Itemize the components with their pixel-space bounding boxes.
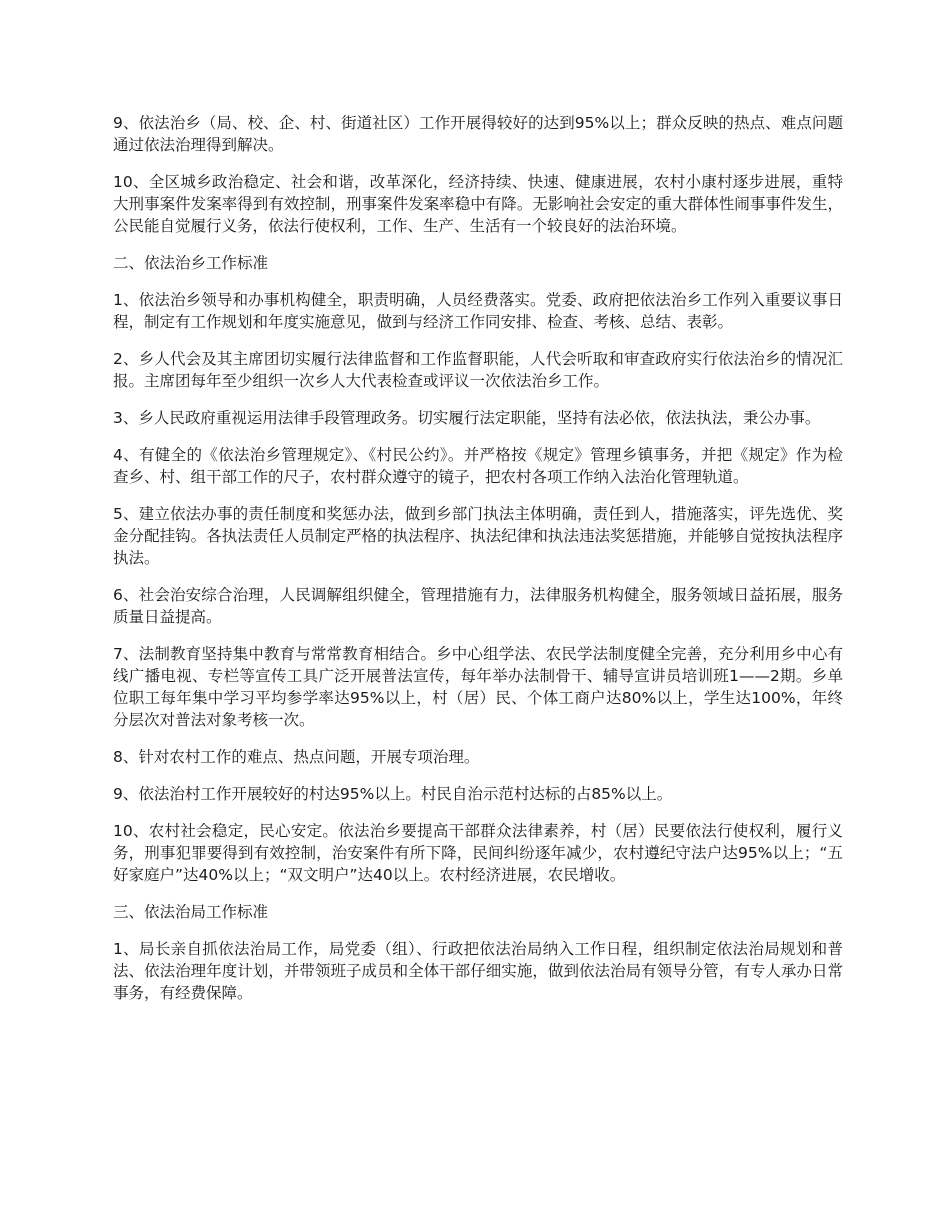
section-heading-3: 三、依法治局工作标准 xyxy=(113,903,269,921)
paragraph-item-9b: 9、依法治村工作开展较好的村达95%以上。村民自治示范村达标的占85%以上。 xyxy=(113,785,673,803)
paragraph-item-1: 1、依法治乡领导和办事机构健全，职责明确，人员经费落实。党委、政府把依法治乡工作列入重要议事日程，制定有工作规划和年度实施意见，做到与经济工作同安排、检查、考核、总结、表彰。 xyxy=(113,291,843,331)
paragraph-item-1b: 1、局长亲自抓依法治局工作，局党委（组）、行政把依法治局纳入工作日程，组织制定依法治局规划和普法、依法治理年度计划，并带领班子成员和全体干部仔细实施，做到依法治局有领导分管，有专人承办日常事务，有经费保障。 xyxy=(113,940,843,1002)
section-heading-2: 二、依法治乡工作标准 xyxy=(113,254,269,272)
document-page xyxy=(113,112,843,1019)
paragraph-item-2: 2、乡人代会及其主席团切实履行法律监督和工作监督职能，人代会听取和审查政府实行依法治乡的情况汇报。主席团每年至少组织一次乡人大代表检查或评议一次依法治乡工作。 xyxy=(113,350,843,390)
paragraph-item-10b: 10、农村社会稳定，民心安定。依法治乡要提高干部群众法律素养，村（居）民要依法行使权利，履行义务，刑事犯罪要得到有效控制，治安案件有所下降，民间纠纷逐年减少，农村遵纪守法户达95%以上；“五好家庭户”达40%以上；“双文明户”达40以上。农村经济进展，农民增收。 xyxy=(113,822,843,884)
paragraph-item-8: 8、针对农村工作的难点、热点问题，开展专项治理。 xyxy=(113,748,480,766)
paragraph-item-6: 6、社会治安综合治理，人民调解组织健全，管理措施有力，法律服务机构健全，服务领域日益拓展，服务质量日益提高。 xyxy=(113,586,843,626)
paragraph-item-5: 5、建立依法办事的责任制度和奖惩办法，做到乡部门执法主体明确，责任到人，措施落实，评先选优、奖金分配挂钩。各执法责任人员制定严格的执法程序、执法纪律和执法违法奖惩措施，并能够自觉按执法程序执法。 xyxy=(113,505,843,567)
paragraph-item-9: 9、依法治乡（局、校、企、村、街道社区）工作开展得较好的达到95%以上；群众反映的热点、难点问题通过依法治理得到解决。 xyxy=(113,114,843,154)
paragraph-item-4: 4、有健全的《依法治乡管理规定》、《村民公约》。并严格按《规定》管理乡镇事务，并把《规定》作为检查乡、村、组干部工作的尺子，农村群众遵守的镜子，把农村各项工作纳入法治化管理轨道。 xyxy=(113,446,843,486)
paragraph-item-3: 3、乡人民政府重视运用法律手段管理政务。切实履行法定职能，坚持有法必依，依法执法，秉公办事。 xyxy=(113,409,821,427)
paragraph-item-7: 7、法制教育坚持集中教育与常常教育相结合。乡中心组学法、农民学法制度健全完善，充分利用乡中心有线广播电视、专栏等宣传工具广泛开展普法宣传，每年举办法制骨干、辅导宣讲员培训班1——2期。乡单位职工每年集中学习平均参学率达95%以上，村（居）民、个体工商户达80%以上，学生达100%，年终分层次对普法对象考核一次。 xyxy=(113,645,843,729)
paragraph-item-10: 10、全区城乡政治稳定、社会和谐，改革深化，经济持续、快速、健康进展，农村小康村逐步进展，重特大刑事案件发案率得到有效控制，刑事案件发案率稳中有降。无影响社会安定的重大群体性闹事事件发生，公民能自觉履行义务，依法行使权利，工作、生产、生活有一个较良好的法治环境。 xyxy=(113,173,843,235)
